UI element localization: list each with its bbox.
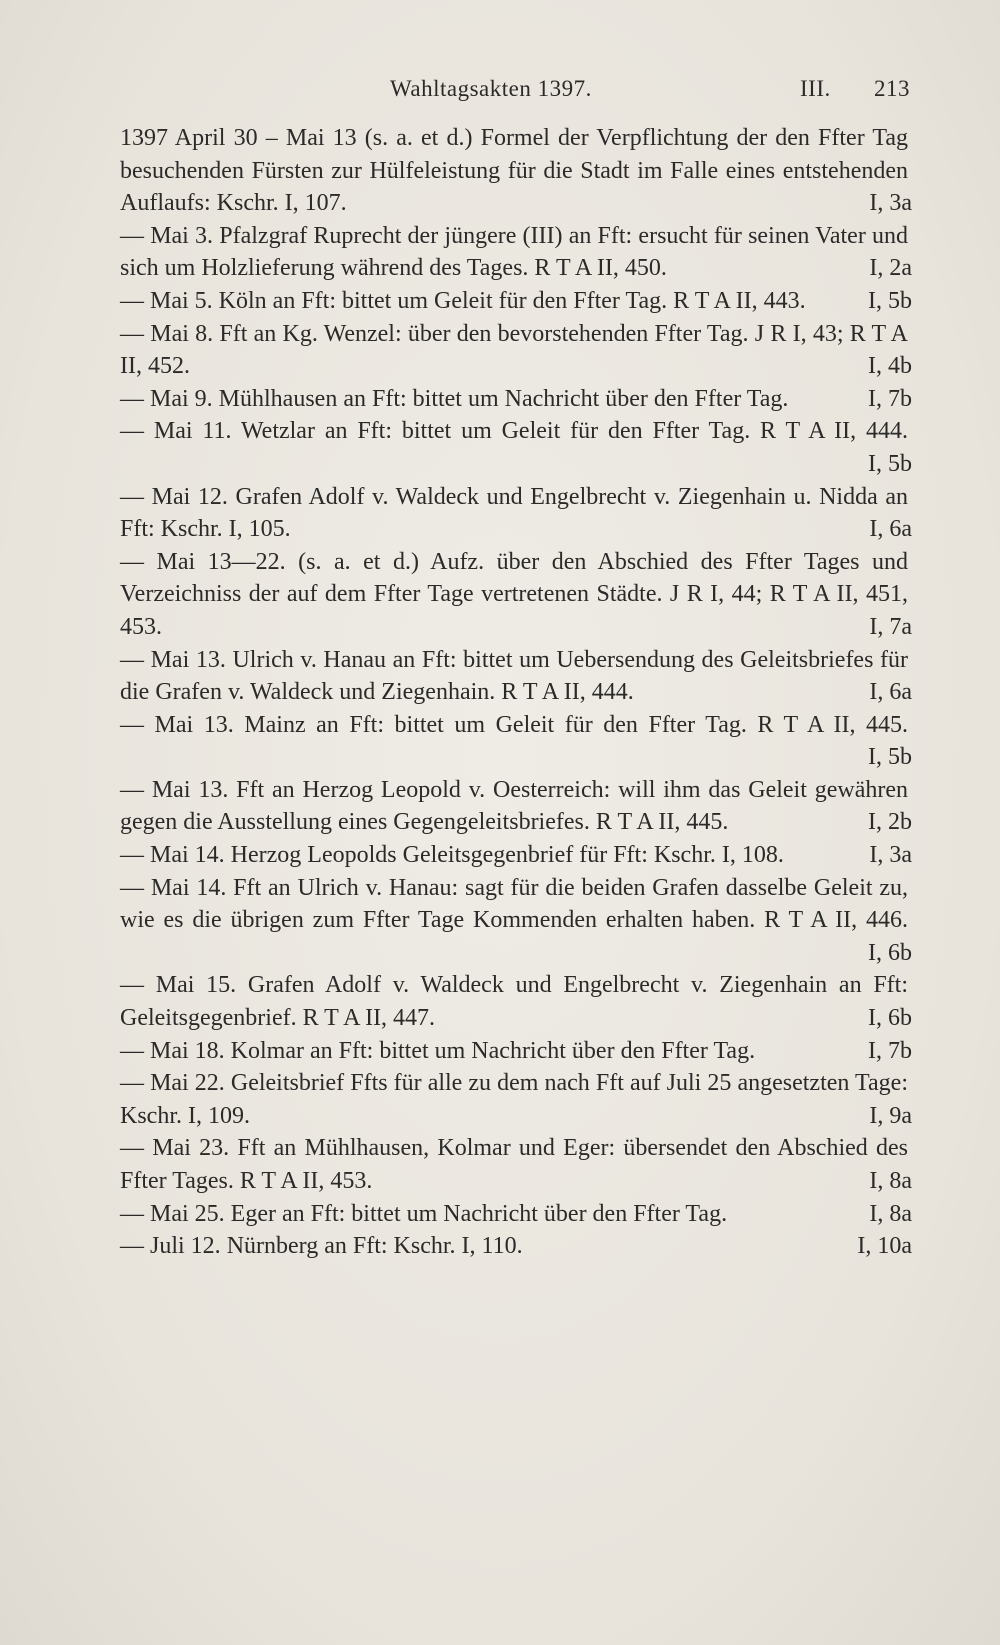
entry-text: Köln an Fft: bittet um Geleit für den Ffter Tag. R T A II, 443. bbox=[218, 287, 806, 314]
entry bbox=[120, 1230, 912, 1263]
entry bbox=[120, 839, 912, 872]
entry bbox=[120, 969, 912, 1034]
entry-date: — Mai 14. bbox=[120, 842, 225, 869]
entry-text: Pfalzgraf Ruprecht der jüngere (III) an Fft: ersucht für seinen Vater und sich um Holzlieferung während des Tages. R T A II, 450. bbox=[120, 222, 908, 282]
entry-reference: I, 6a bbox=[869, 516, 912, 543]
entry-reference: I, 6a bbox=[869, 679, 912, 706]
entry-date: — Mai 12. bbox=[120, 483, 228, 510]
entry bbox=[120, 1035, 912, 1068]
entry-reference: I, 5b bbox=[868, 287, 912, 314]
entry bbox=[120, 122, 912, 220]
section-number: III. bbox=[800, 76, 831, 101]
entry bbox=[120, 220, 912, 285]
entry bbox=[120, 709, 912, 774]
entry bbox=[120, 318, 912, 383]
running-title: Wahltagsakten 1397. bbox=[390, 76, 592, 101]
entry bbox=[120, 285, 912, 318]
entry-date: — Mai 13—22. bbox=[120, 548, 286, 575]
entry-reference: I, 4b bbox=[868, 353, 912, 380]
entry-reference: I, 10a bbox=[857, 1233, 912, 1260]
entry-reference: I, 2b bbox=[868, 809, 912, 836]
entry-text: Fft an Ulrich v. Hanau: sagt für die beiden Grafen dasselbe Geleit zu, wie es die übrigen zum Ffter Tage Kommenden erhalten haben. R T A II, 446. bbox=[120, 874, 909, 934]
entry bbox=[120, 383, 912, 416]
entry-list bbox=[120, 122, 912, 1263]
entry-reference: I, 3a bbox=[869, 842, 912, 869]
entry-reference: I, 2a bbox=[869, 255, 912, 282]
entry-date: — Mai 8. bbox=[120, 320, 214, 347]
entry-date: — Mai 13. bbox=[120, 776, 229, 803]
entry-date: — Mai 9. bbox=[120, 385, 213, 412]
entry-text: Grafen Adolf v. Waldeck und Engelbrecht v. Ziegenhain u. Nidda an Fft: Kschr. I, 105. bbox=[120, 483, 909, 543]
entry-date: — Mai 25. bbox=[120, 1200, 225, 1227]
entry-date: — Mai 11. bbox=[120, 418, 232, 445]
entry bbox=[120, 481, 912, 546]
entry-text: Nürnberg an Fft: Kschr. I, 110. bbox=[226, 1233, 523, 1260]
entry-text: Fft an Kg. Wenzel: über den bevorstehenden Ffter Tag. J R I, 43; R T A II, 452. bbox=[120, 320, 908, 380]
entry-reference: I, 6b bbox=[868, 939, 912, 966]
entry-text: (s. a. et d.) Aufz. über den Abschied des Ffter Tages und Verzeichniss der auf dem Ffter Tage vertretenen Städte. J R I, 44; R T A II, 451, 453. bbox=[120, 548, 909, 640]
page-number: 213 bbox=[874, 76, 910, 101]
entry-text: Wetzlar an Fft: bittet um Geleit für den Ffter Tag. R T A II, 444. bbox=[240, 418, 908, 445]
entry-text: Herzog Leopolds Geleitsgegenbrief für Fft: Kschr. I, 108. bbox=[230, 842, 784, 869]
entry-date: — Mai 18. bbox=[120, 1037, 225, 1064]
running-head bbox=[150, 72, 910, 112]
entry-text: Kolmar an Fft: bittet um Nachricht über den Ffter Tag. bbox=[230, 1037, 756, 1064]
entry-text: Eger an Fft: bittet um Nachricht über den Ffter Tag. bbox=[230, 1200, 728, 1227]
entry-reference: I, 8a bbox=[869, 1168, 912, 1194]
entry bbox=[120, 415, 912, 480]
entry-date: — Mai 14. bbox=[120, 874, 227, 901]
entry-date: — Mai 23. bbox=[120, 1135, 230, 1162]
entry-date: — Mai 13. bbox=[120, 646, 226, 673]
entry bbox=[120, 1132, 912, 1197]
entry-date: — Mai 22. bbox=[120, 1070, 225, 1097]
entry-date: 1397 April 30 – Mai 13 bbox=[120, 125, 357, 151]
entry-text: Geleitsbrief Ffts für alle zu dem nach Fft auf Juli 25 angesetzten Tage: Kschr. I, 109. bbox=[120, 1070, 908, 1129]
entry-reference: I, 8a bbox=[869, 1200, 912, 1227]
entry-text: Fft an Mühlhausen, Kolmar und Eger: übersendet den Abschied des Ffter Tages. R T A II, 453. bbox=[120, 1135, 908, 1194]
entry-reference: I, 7b bbox=[868, 385, 912, 412]
entry-date: — Mai 5. bbox=[120, 287, 213, 314]
entry-reference: I, 7a bbox=[869, 613, 912, 640]
entry-reference: I, 5b bbox=[868, 744, 912, 771]
entry-reference: I, 6b bbox=[868, 1005, 912, 1032]
entry-reference: I, 3a bbox=[869, 190, 912, 217]
entry-date: — Mai 13. bbox=[120, 711, 234, 738]
entry-date: — Mai 3. bbox=[120, 222, 214, 249]
entry-reference: I, 9a bbox=[869, 1102, 912, 1129]
entry-reference: I, 7b bbox=[868, 1037, 912, 1064]
entry-text: Mühlhausen an Fft: bittet um Nachricht über den Ffter Tag. bbox=[218, 385, 789, 412]
entry bbox=[120, 1198, 912, 1231]
entry-text: Fft an Herzog Leopold v. Oesterreich: will ihm das Geleit gewähren gegen die Ausstellung eines Gegengeleitsbriefes. R T A II, 445. bbox=[120, 776, 908, 836]
entry-date: — Juli 12. bbox=[120, 1233, 221, 1260]
entry-text: (s. a. et d.) Formel der Verpflichtung der den Ffter Tag besuchenden Fürsten zur Hülfeleistung für die Stadt im Falle eines entstehenden Auflaufs: Kschr. I, 107. bbox=[120, 125, 909, 217]
entry-text: Mainz an Fft: bittet um Geleit für den Ffter Tag. R T A II, 445. bbox=[244, 711, 909, 738]
entry bbox=[120, 644, 912, 709]
entry-text: Ulrich v. Hanau an Fft: bittet um Uebersendung des Geleitsbriefes für die Grafen v. Waldeck und Ziegenhain. R T A II, 444. bbox=[120, 646, 909, 706]
entry-text: Grafen Adolf v. Waldeck und Engelbrecht v. Ziegenhain an Fft: Geleitsgegenbrief. R T A II, 447. bbox=[120, 972, 908, 1032]
entry bbox=[120, 774, 912, 839]
entry bbox=[120, 546, 912, 644]
entry bbox=[120, 1067, 912, 1132]
entry-date: — Mai 15. bbox=[120, 972, 237, 999]
entry-reference: I, 5b bbox=[868, 450, 912, 477]
entry bbox=[120, 872, 912, 970]
